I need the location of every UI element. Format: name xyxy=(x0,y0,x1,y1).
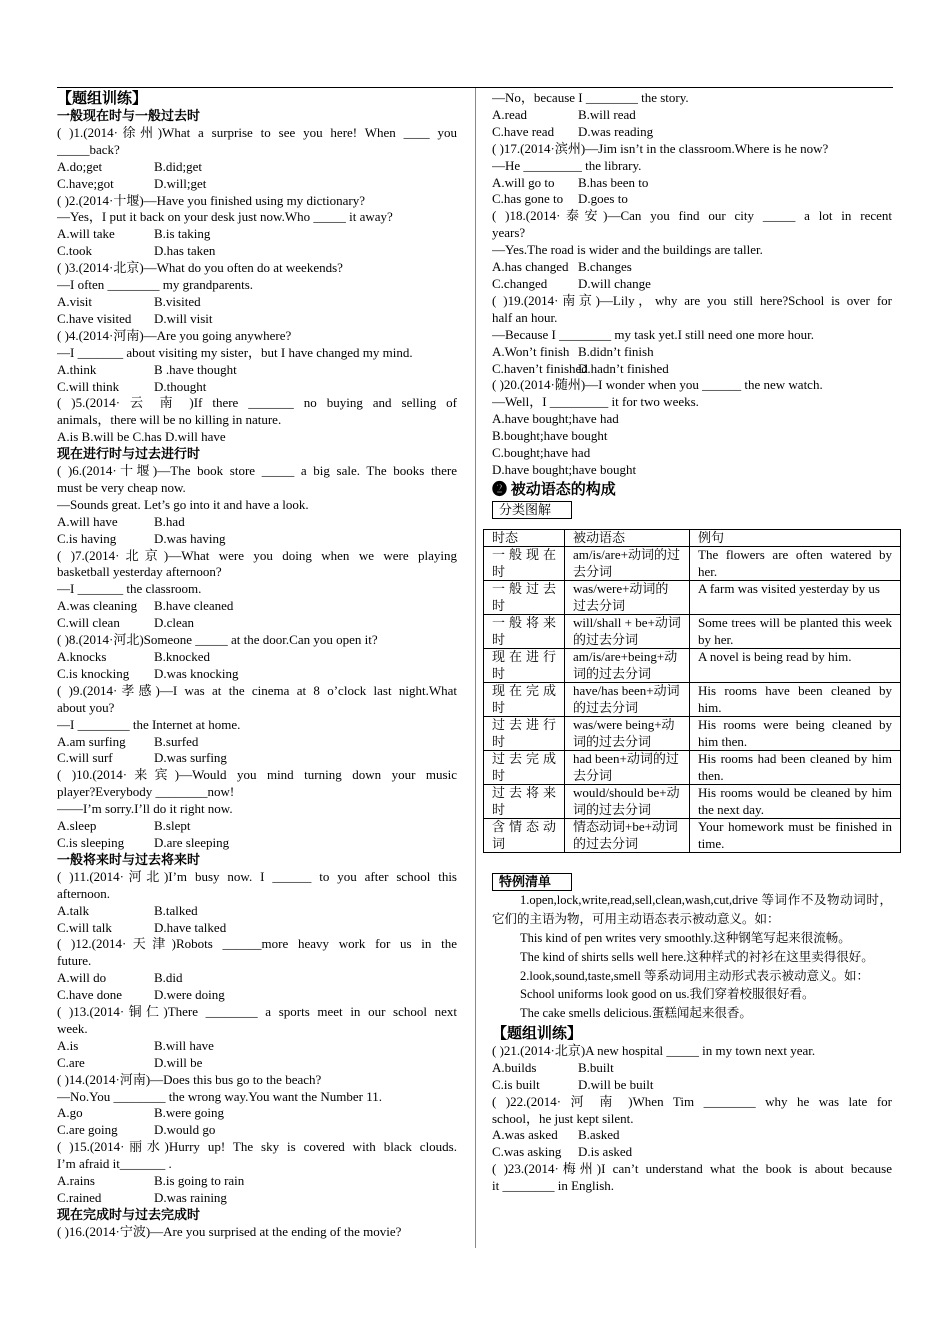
exercise-line xyxy=(57,970,457,987)
table-row xyxy=(484,649,901,683)
exercise-line: ( )2.(2014·十堰)—Have you finished using my dictionary? xyxy=(57,192,365,208)
option-text: C.has gone to xyxy=(492,191,564,207)
table-header-cell: 例句 xyxy=(690,529,901,547)
classification-label: 分类图解 xyxy=(492,501,572,519)
option-text: B.has been to xyxy=(578,174,649,190)
exercise-line: it ________ in English. xyxy=(492,1178,615,1194)
option-text: B.will read xyxy=(578,106,636,122)
table-row xyxy=(484,683,901,717)
exercise-line xyxy=(57,362,457,379)
option-text: D.were doing xyxy=(154,987,225,1003)
exercise-line xyxy=(492,361,892,378)
table-cell: am/is/are+动词的过去分词 xyxy=(565,547,690,581)
table-cell: had been+动词的过去分词 xyxy=(565,751,690,785)
exercise-line: half an hour. xyxy=(492,309,558,325)
table-header-row xyxy=(484,529,901,547)
table-cell: have/has been+动词的过去分词 xyxy=(565,683,690,717)
table-cell: A novel is being read by him. xyxy=(690,649,901,683)
exercise-line: years? xyxy=(492,225,526,241)
option-text: C.have visited xyxy=(57,310,132,326)
exercise-line: ( )18.(2014·泰安)—Can you find our city _____ a lot in recent xyxy=(492,208,892,224)
special-case-line: This kind of pen writes very smoothly.这种钢笔写起来很流畅。 xyxy=(520,930,851,945)
table-cell: 情态动词+be+动词的过去分词 xyxy=(565,819,690,853)
exercise-line: ( )8.(2014·河北)Someone _____ at the door.Can you open it? xyxy=(57,632,378,648)
option-text: A.was cleaning xyxy=(57,598,138,614)
table-cell: 过 去 进 行 时 xyxy=(484,717,565,751)
table-cell: His rooms have been cleaned by him. xyxy=(690,683,901,717)
option-text: A.knocks xyxy=(57,649,107,664)
option-text: D.was knocking xyxy=(154,665,239,681)
option-text: A.was asked xyxy=(492,1127,558,1143)
table-cell: was/were+动词的过去分词 xyxy=(565,581,690,615)
option-text: D.clean xyxy=(154,615,195,631)
exercise-line: animals，there will be no killing in nature. xyxy=(57,412,282,428)
table-cell: will/shall + be+动词的过去分词 xyxy=(565,615,690,649)
special-case-line: The cake smells delicious.蛋糕闻起来很香。 xyxy=(520,1006,752,1021)
exercise-line: ( )9.(2014·孝感)—I was at the cinema at 8 o’clock last night.What xyxy=(57,682,457,698)
exercise-line xyxy=(57,379,457,396)
option-text: C.is built xyxy=(492,1076,540,1092)
exercise-line: basketball yesterday afternoon? xyxy=(57,564,222,580)
option-text: C.is having xyxy=(57,530,117,546)
option-text: B.slept xyxy=(154,818,191,834)
option-text: A.will take xyxy=(57,226,115,242)
exercise-line xyxy=(492,1060,892,1077)
option-text: D.will visit xyxy=(154,310,213,326)
exercise-line: ( )6.(2014·十堰)—The book store _____ a big sale. The books there xyxy=(57,463,457,479)
exercise-line: —I _______ the classroom. xyxy=(57,581,202,597)
option-text: C.are going xyxy=(57,1122,118,1138)
table-cell: 现 在 完 成 时 xyxy=(484,683,565,717)
exercise-line: ——I’m sorry.I’ll do it right now. xyxy=(57,801,233,817)
option-text: D.will be built xyxy=(578,1076,654,1092)
exercise-line xyxy=(492,1127,892,1144)
table-cell: His rooms would be cleaned by him the next day. xyxy=(690,785,901,819)
option-text: C.will talk xyxy=(57,919,112,935)
table-cell: 一 般 过 去 时 xyxy=(484,581,565,615)
special-case-line: 2.look,sound,taste,smell 等系动词用主动形式表示被动意义。如： xyxy=(520,968,869,983)
option-text: A.is xyxy=(57,1037,79,1053)
special-cases-list xyxy=(492,891,892,1023)
table-row xyxy=(484,819,901,853)
table-cell: would/should be+动词的过去分词 xyxy=(565,785,690,819)
option-text: B .have thought xyxy=(154,361,237,377)
option-text: C.have read xyxy=(492,123,555,139)
option-text: B.surfed xyxy=(154,733,199,749)
option-text: C.are xyxy=(57,1054,85,1070)
option-text: B.will have xyxy=(154,1037,214,1053)
option-text: D.was surfing xyxy=(154,750,227,766)
exercise-line xyxy=(492,259,892,276)
option-text: D.hadn’t finished xyxy=(578,360,669,376)
exercise-line xyxy=(57,750,457,767)
exercise-line: ( )17.(2014·滨州)—Jim isn’t in the classroom.Where is he now? xyxy=(492,140,829,156)
right-exercise-lines-bottom xyxy=(492,1043,892,1195)
exercise-line xyxy=(57,835,457,852)
exercise-line xyxy=(57,818,457,835)
exercise-line: ( )16.(2014·宁波)—Are you surprised at the ending of the movie? xyxy=(57,1223,402,1239)
exercise-line: _____back? xyxy=(57,141,120,157)
special-cases-label: 特例清单 xyxy=(492,873,572,891)
exercise-line: —No，because I ________ the story. xyxy=(492,90,689,105)
option-text: D.are sleeping xyxy=(154,834,230,850)
exercise-line: about you? xyxy=(57,699,115,715)
table-cell: 过 去 完 成 时 xyxy=(484,751,565,785)
table-cell: 过 去 将 来 时 xyxy=(484,785,565,819)
exercise-line: ( )19.(2014·南京)—Lily，why are you still here?School is over for xyxy=(492,292,892,308)
table-cell: 一 般 现 在 时 xyxy=(484,547,565,581)
subsection-heading: 现在进行时与过去进行时 xyxy=(57,446,201,462)
exercise-line: afternoon. xyxy=(57,885,111,901)
exercise-line xyxy=(492,191,892,208)
option-text: D.has taken xyxy=(154,243,216,259)
option-text: B.were going xyxy=(154,1105,225,1121)
option-text: B.visited xyxy=(154,293,201,309)
option-text: A.am surfing xyxy=(57,733,126,749)
exercise-line: ( )20.(2014·随州)—I wonder when you ______ the new watch. xyxy=(492,377,823,393)
exercise-line: ( )22.(2014· 河 南 )When Tim ________ why he was late for xyxy=(492,1093,892,1109)
special-case-line: 1.open,lock,write,read,sell,clean,wash,cut,drive 等词作不及物动词时，它们的主语为物，可用主动语态表示被动意义。如： xyxy=(492,893,892,927)
option-text: C.will surf xyxy=(57,750,113,766)
special-case-line: The kind of shirts sells well here.这种样式的衬衫在这里卖得很好。 xyxy=(520,949,874,964)
option-text: D.would go xyxy=(154,1122,216,1138)
exercise-line: —Yes，I put it back on your desk just now.Who _____ it away? xyxy=(57,209,393,225)
exercise-line xyxy=(492,175,892,192)
table-cell: was/were being+动词的过去分词 xyxy=(565,717,690,751)
option-text: A.sleep xyxy=(57,818,97,834)
exercise-line: ( )4.(2014·河南)—Are you going anywhere? xyxy=(57,327,292,343)
table-header-cell: 时态 xyxy=(484,529,565,547)
exercise-line xyxy=(492,124,892,141)
exercise-line xyxy=(57,226,457,243)
table-row xyxy=(484,615,901,649)
exercise-line: week. xyxy=(57,1020,88,1036)
subsection-heading: 一般现在时与一般过去时 xyxy=(57,108,201,123)
option-text: B.didn’t finish xyxy=(578,343,654,359)
exercise-line xyxy=(57,666,457,683)
option-text: C.is knocking xyxy=(57,665,130,681)
option-text: C.rained xyxy=(57,1190,102,1205)
exercise-line: —I ________ the Internet at home. xyxy=(57,716,241,732)
option-text: B.is taking xyxy=(154,226,211,242)
option-text: D.was raining xyxy=(154,1190,227,1205)
option-text: A.Won’t finish xyxy=(492,343,570,359)
option-text: C.was asking xyxy=(492,1144,562,1160)
option-text: B.asked xyxy=(578,1127,620,1143)
option-text: D.will change xyxy=(578,275,651,291)
exercise-line: ( )12.(2014·天津)Robots ______more heavy work for us in the xyxy=(57,936,457,952)
exercise-line: B.bought;have bought xyxy=(492,428,608,444)
table-cell: Your homework must be finished in time. xyxy=(690,819,901,853)
exercise-line: A.is B.will be C.has D.will have xyxy=(57,429,226,445)
exercise-line xyxy=(57,176,457,193)
exercise-line xyxy=(57,1173,457,1190)
option-text: C.is sleeping xyxy=(57,834,125,850)
exercise-line xyxy=(492,1144,892,1161)
option-text: A.builds xyxy=(492,1059,537,1075)
exercise-line xyxy=(492,1077,892,1094)
exercise-line xyxy=(57,649,457,666)
table-cell: The flowers are often watered by her. xyxy=(690,547,901,581)
option-text: A.go xyxy=(57,1105,83,1121)
table-cell: His rooms were being cleaned by him then. xyxy=(690,717,901,751)
table-cell: am/is/are+being+动词的过去分词 xyxy=(565,649,690,683)
exercise-line: —Sounds great. Let’s go into it and have a look. xyxy=(57,496,309,512)
option-text: B.is going to rain xyxy=(154,1173,245,1189)
exercise-line: —Because I ________ my task yet.I still need one more hour. xyxy=(492,326,815,342)
table-cell: 含 情 态 动 词 xyxy=(484,819,565,853)
option-text: B.have cleaned xyxy=(154,598,234,614)
subsection-heading: 一般将来时与过去将来时 xyxy=(57,851,201,867)
exercise-line: ( )23.(2014·梅州)I can’t understand what the book is about because xyxy=(492,1161,892,1177)
option-text: A.will go to xyxy=(492,174,555,190)
option-text: D.have talked xyxy=(154,919,227,935)
exercise-line: future. xyxy=(57,953,92,969)
option-text: D.was having xyxy=(154,530,226,546)
exercise-line: ( )1.(2014·徐州)What a surprise to see you here! When ____ you xyxy=(57,124,457,140)
exercise-line: ( )5.(2014· 云 南 )If there _______ no buying and selling of xyxy=(57,395,457,411)
right-section-title: 【题组训练】 xyxy=(492,1025,583,1042)
left-exercise-lines xyxy=(57,108,457,1241)
option-text: B.talked xyxy=(154,902,198,918)
option-text: C.have done xyxy=(57,987,122,1003)
exercise-line: D.have bought;have bought xyxy=(492,461,637,477)
option-text: C.haven’t finished xyxy=(492,360,588,376)
option-text: D.will;get xyxy=(154,175,207,191)
table-header-cell: 被动语态 xyxy=(565,529,690,547)
exercise-line: ( )11.(2014·河北)I’m busy now. I ______ to you after school this xyxy=(57,868,457,884)
option-text: B.did;get xyxy=(154,158,203,174)
exercise-line: ( )14.(2014·河南)—Does this bus go to the beach? xyxy=(57,1071,322,1087)
exercise-line: school，he just kept silent. xyxy=(492,1110,634,1126)
exercise-line xyxy=(57,615,457,632)
option-text: C.changed xyxy=(492,275,548,291)
option-text: C.will clean xyxy=(57,615,120,631)
option-text: D.will be xyxy=(154,1054,203,1070)
exercise-line: ( )15.(2014·丽水)Hurry up! The sky is covered with black clouds. xyxy=(57,1139,457,1155)
exercise-line xyxy=(57,1122,457,1139)
exercise-line xyxy=(57,294,457,311)
option-text: B.did xyxy=(154,970,183,986)
table-row xyxy=(484,751,901,785)
exercise-line xyxy=(57,159,457,176)
table-row xyxy=(484,717,901,751)
table-cell: 现 在 进 行 时 xyxy=(484,649,565,683)
exercise-line: ( )3.(2014·北京)—What do you often do at weekends? xyxy=(57,260,343,276)
exercise-line xyxy=(57,243,457,260)
exercise-line xyxy=(57,531,457,548)
exercise-line xyxy=(57,1190,457,1207)
exercise-line xyxy=(57,598,457,615)
exercise-line xyxy=(57,734,457,751)
table-row xyxy=(484,785,901,819)
exercise-line xyxy=(57,920,457,937)
exercise-line: I’m afraid it_______ . xyxy=(57,1156,172,1172)
option-text: C.have;got xyxy=(57,175,114,191)
left-column xyxy=(57,90,457,1241)
option-text: A.will do xyxy=(57,970,107,986)
option-text: D.is asked xyxy=(578,1144,633,1160)
table-cell: A farm was visited yesterday by us xyxy=(690,581,901,615)
passive-voice-table xyxy=(483,529,901,854)
exercise-line: —Well，I _________ it for two weeks. xyxy=(492,394,699,410)
option-text: D.thought xyxy=(154,378,207,394)
table-row xyxy=(484,581,901,615)
right-exercise-lines-top xyxy=(492,90,892,479)
exercise-line xyxy=(492,107,892,124)
exercise-line xyxy=(57,1038,457,1055)
exercise-line xyxy=(57,987,457,1004)
exercise-line: ( )7.(2014·北京)—What were you doing when we were playing xyxy=(57,547,457,563)
subsection-heading: 现在完成时与过去完成时 xyxy=(57,1206,201,1222)
exercise-line xyxy=(57,903,457,920)
exercise-line xyxy=(57,1105,457,1122)
exercise-line: A.have bought;have had xyxy=(492,411,619,427)
table-cell: His rooms had been cleaned by him then. xyxy=(690,751,901,785)
option-text: B.built xyxy=(578,1059,614,1075)
option-text: B.had xyxy=(154,513,185,529)
option-text: B.changes xyxy=(578,259,632,275)
table-row xyxy=(484,547,901,581)
exercise-line: ( )13.(2014·铜仁)There ________ a sports meet in our school next xyxy=(57,1004,457,1020)
table-cell: 一 般 将 来 时 xyxy=(484,615,565,649)
option-text: A.rains xyxy=(57,1173,95,1189)
exercise-line: —I _______ about visiting my sister，but I have changed my mind. xyxy=(57,344,413,360)
exercise-line xyxy=(492,276,892,293)
left-section-title: 【题组训练】 xyxy=(57,91,148,107)
exercise-line: —I often ________ my grandparents. xyxy=(57,277,254,293)
exercise-line xyxy=(492,344,892,361)
passive-voice-heading: ❷ 被动语态的构成 xyxy=(492,481,616,498)
option-text: D.goes to xyxy=(578,191,628,207)
option-text: A.do;get xyxy=(57,158,103,174)
exercise-line: must be very cheap now. xyxy=(57,479,186,495)
right-column xyxy=(492,90,892,1195)
special-case-line: School uniforms look good on us.我们穿着校服很好看。 xyxy=(520,987,815,1002)
exercise-line xyxy=(57,1055,457,1072)
option-text: A.read xyxy=(492,106,528,122)
option-text: A.will have xyxy=(57,513,118,529)
exercise-line: —He _________ the library. xyxy=(492,157,642,173)
exercise-line: C.bought;have had xyxy=(492,445,591,461)
exercise-line: —Yes.The road is wider and the buildings are taller. xyxy=(492,242,763,258)
option-text: C.will think xyxy=(57,378,120,394)
exercise-line xyxy=(57,311,457,328)
exercise-line xyxy=(57,514,457,531)
option-text: A.talk xyxy=(57,902,90,918)
column-divider xyxy=(475,88,476,1248)
table-cell: Some trees will be planted this week by her. xyxy=(690,615,901,649)
option-text: D.was reading xyxy=(578,123,654,139)
exercise-line: —No.You ________ the wrong way.You want the Number 11. xyxy=(57,1088,382,1104)
option-text: B.knocked xyxy=(154,649,210,664)
option-text: C.took xyxy=(57,243,93,259)
exercise-line: ( )10.(2014·来宾)—Would you mind turning down your music xyxy=(57,767,457,783)
option-text: A.visit xyxy=(57,293,93,309)
exercise-line: player?Everybody ________now! xyxy=(57,784,235,800)
exercise-line: ( )21.(2014·北京)A new hospital _____ in my town next year. xyxy=(492,1042,816,1058)
option-text: A.think xyxy=(57,361,97,377)
option-text: A.has changed xyxy=(492,259,569,275)
